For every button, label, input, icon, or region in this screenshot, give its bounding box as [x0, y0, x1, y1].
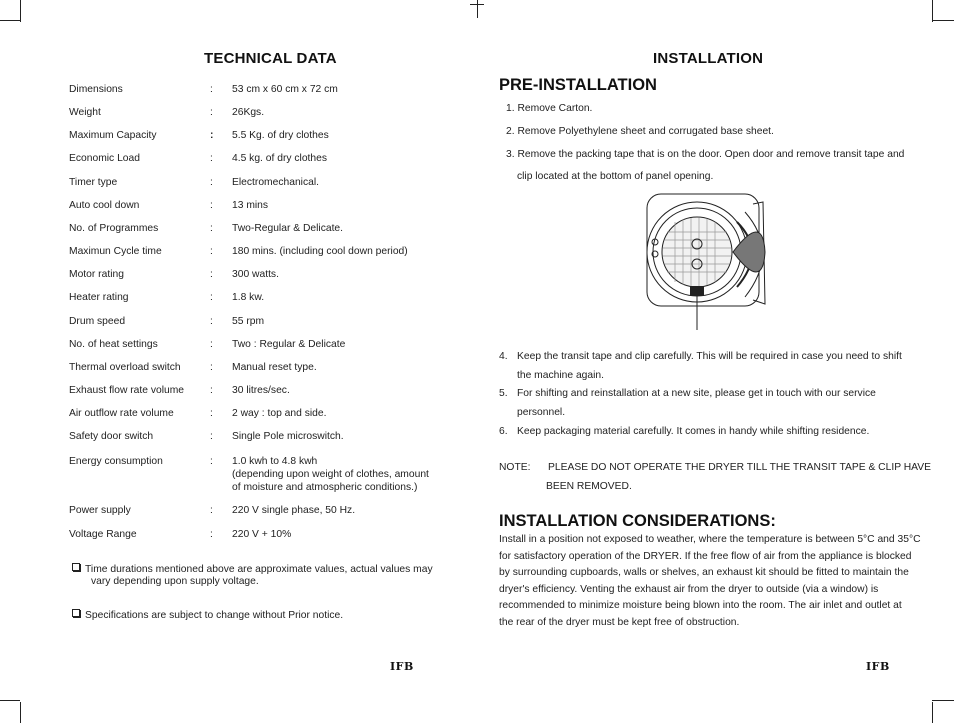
spec-label: Air outflow rate volume — [69, 408, 174, 419]
step-number: 5. — [499, 388, 508, 399]
dryer-door-illustration — [645, 192, 775, 332]
step-number: 6. — [499, 426, 508, 437]
spec-value: 4.5 kg. of dry clothes — [232, 153, 328, 164]
spec-label: Exhaust flow rate volume — [69, 385, 185, 396]
spec-colon: : — [210, 408, 213, 419]
spec-colon: : — [210, 431, 213, 442]
spec-label: Weight — [69, 107, 101, 118]
pre-installation-heading: PRE-INSTALLATION — [499, 76, 657, 94]
paragraph-line: recommended to minimize moisture being blown into the room. The air inlet and outlet at — [499, 600, 902, 611]
step-continuation: personnel. — [517, 407, 566, 418]
spec-colon: : — [210, 385, 213, 396]
spec-value: 180 mins. (including cool down period) — [232, 246, 408, 257]
spec-label: Maximun Cycle time — [69, 246, 162, 257]
spec-colon: : — [210, 339, 213, 350]
spec-label: Safety door switch — [69, 431, 154, 442]
spec-colon: : — [210, 200, 213, 211]
spec-value-line: of moisture and atmospheric conditions.) — [232, 482, 418, 493]
spec-value: 55 rpm — [232, 316, 265, 327]
spec-label: Energy consumption — [69, 456, 163, 467]
spec-colon: : — [210, 246, 213, 257]
spec-label: No. of Programmes — [69, 223, 159, 234]
spec-colon: : — [210, 362, 213, 373]
spec-label: Drum speed — [69, 316, 126, 327]
brand-logo: IFB — [390, 660, 414, 673]
paragraph-line: Install in a position not exposed to weather, where the temperature is between 5°C and 35°C — [499, 534, 921, 545]
spec-colon: : — [210, 269, 213, 280]
brand-logo: IFB — [866, 660, 890, 673]
spec-value: 220 V + 10% — [232, 529, 292, 540]
step-number: 4. — [499, 351, 508, 362]
note-text: PLEASE DO NOT OPERATE THE DRYER TILL THE TRANSIT TAPE & CLIP HAVE — [548, 462, 932, 473]
spec-value: 2 way : top and side. — [232, 408, 327, 419]
spec-value: 220 V single phase, 50 Hz. — [232, 505, 356, 516]
spec-colon: : — [210, 505, 213, 516]
step-continuation: the machine again. — [517, 370, 605, 381]
step-item: 2. Remove Polyethylene sheet and corrugated base sheet. — [506, 126, 774, 137]
paragraph-line: for satisfactory operation of the DRYER. If the free flow of air from the appliance is blocked — [499, 550, 912, 562]
spec-value: 26Kgs. — [232, 107, 265, 118]
spec-colon: : — [210, 177, 213, 188]
spec-value: 53 cm x 60 cm x 72 cm — [232, 84, 338, 95]
spec-label: Economic Load — [69, 153, 140, 164]
spec-colon: : — [210, 529, 213, 540]
spec-value: Electromechanical. — [232, 177, 319, 188]
spec-value: Manual reset type. — [232, 362, 317, 373]
paragraph-line: by surrounding cupboards, walls or shelves, an exhaust kit should be fitted to maintain the — [499, 567, 909, 578]
step-item: For shifting and reinstallation at a new site, please get in touch with our service — [517, 388, 876, 399]
spec-label: Maximum Capacity — [69, 130, 157, 141]
spec-colon: : — [210, 456, 213, 467]
spec-label: Power supply — [69, 505, 131, 516]
note-text: vary depending upon supply voltage. — [91, 576, 259, 587]
spec-value: Single Pole microswitch. — [232, 431, 344, 442]
paragraph-line: the rear of the dryer must be kept free of obstruction. — [499, 616, 740, 628]
page-title: INSTALLATION — [653, 50, 764, 67]
spec-label: No. of heat settings — [69, 339, 158, 350]
spec-label: Voltage Range — [69, 529, 137, 540]
spec-value: Two-Regular & Delicate. — [232, 223, 344, 234]
spec-label: Heater rating — [69, 292, 129, 303]
spec-colon: : — [210, 292, 213, 303]
spec-value: 30 litres/sec. — [232, 385, 290, 396]
spec-value: Two : Regular & Delicate — [232, 339, 346, 350]
spec-label: Dimensions — [69, 84, 123, 95]
spec-value-line: 1.0 kwh to 4.8 kwh — [232, 456, 318, 467]
step-item: 1. Remove Carton. — [506, 103, 593, 114]
spec-value: 1.8 kw. — [232, 292, 265, 303]
spec-colon: : — [210, 223, 213, 234]
spec-colon: : — [210, 316, 213, 327]
spec-colon: : — [210, 130, 214, 141]
spec-label: Motor rating — [69, 269, 124, 280]
step-item: 3. Remove the packing tape that is on the door. Open door and remove transit tape and — [506, 149, 905, 160]
paragraph-line: dryer's efficiency. Venting the exhaust air from the dryer to outside (via a window) is — [499, 583, 879, 595]
note-text: Specifications are subject to change without Prior notice. — [85, 610, 344, 621]
installation-considerations-heading: INSTALLATION CONSIDERATIONS: — [499, 512, 776, 530]
spec-label: Timer type — [69, 177, 118, 188]
note-text: Time durations mentioned above are approximate values, actual values may — [85, 564, 433, 575]
note-text: BEEN REMOVED. — [546, 481, 632, 492]
page-title: TECHNICAL DATA — [204, 50, 337, 67]
step-continuation: clip located at the bottom of panel opening. — [517, 171, 714, 182]
step-item: Keep the transit tape and clip carefully. This will be required in case you need to shift — [517, 351, 902, 362]
spec-label: Auto cool down — [69, 200, 140, 211]
spec-colon: : — [210, 84, 213, 95]
spec-label: Thermal overload switch — [69, 362, 181, 373]
step-item: Keep packaging material carefully. It comes in handy while shifting residence. — [517, 426, 870, 437]
spec-colon: : — [210, 153, 213, 164]
spec-value: 5.5 Kg. of dry clothes — [232, 130, 329, 141]
note-label: NOTE: — [499, 462, 531, 473]
spec-value-line: (depending upon weight of clothes, amount — [232, 469, 429, 480]
spec-value: 300 watts. — [232, 269, 279, 280]
spec-value: 13 mins — [232, 200, 269, 211]
spec-colon: : — [210, 107, 213, 118]
